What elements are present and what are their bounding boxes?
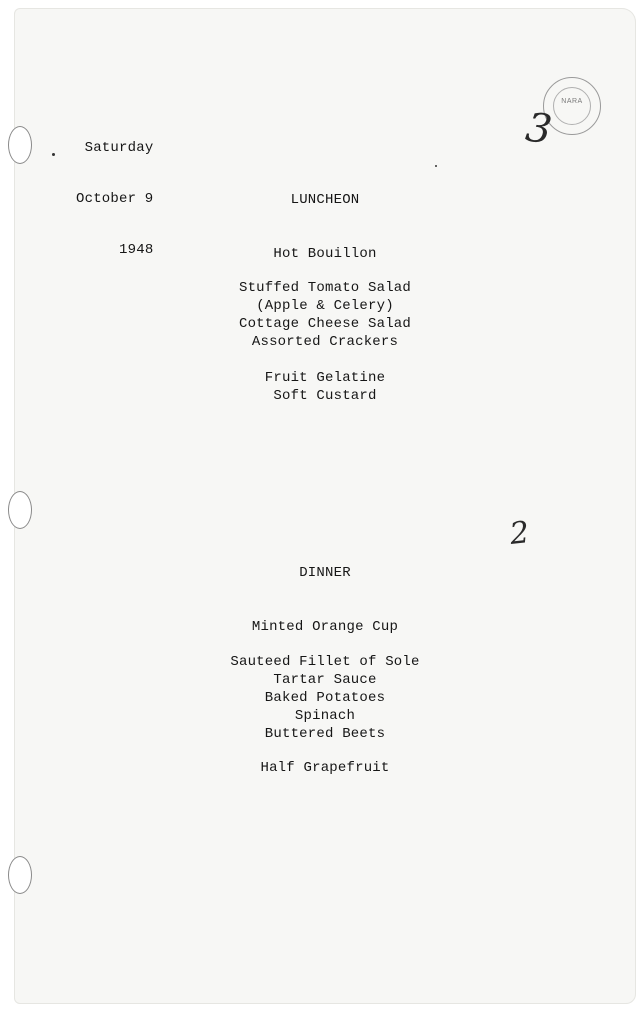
luncheon-item: Hot Bouillon xyxy=(273,246,377,262)
dinner-item: Tartar Sauce xyxy=(273,672,377,688)
stamp-inner-ring xyxy=(553,87,591,125)
dinner-item: Baked Potatoes xyxy=(264,690,386,706)
luncheon-item: Fruit Gelatine xyxy=(264,370,386,386)
dinner-item: Sauteed Fillet of Sole xyxy=(230,654,420,670)
paper-speck xyxy=(435,165,437,167)
binder-hole-top xyxy=(8,126,32,164)
luncheon-heading: LUNCHEON xyxy=(290,192,360,208)
dinner-item: Buttered Beets xyxy=(264,726,386,742)
handwritten-page-number-top: 3 xyxy=(522,104,555,154)
handwritten-page-number-mid: 2 xyxy=(508,515,531,552)
luncheon-item: Assorted Crackers xyxy=(251,334,399,350)
luncheon-item: Stuffed Tomato Salad xyxy=(238,280,412,296)
date-day: Saturday xyxy=(84,140,154,156)
dinner-heading: DINNER xyxy=(299,565,351,581)
luncheon-item: Cottage Cheese Salad xyxy=(238,316,412,332)
stamp-label: NARA xyxy=(561,98,583,105)
luncheon-item: Soft Custard xyxy=(273,388,377,404)
date-year: 1948 xyxy=(119,242,154,258)
document-page xyxy=(14,8,636,1004)
dinner-item: Minted Orange Cup xyxy=(251,619,399,635)
dinner-item: Half Grapefruit xyxy=(260,760,390,776)
binder-hole-middle xyxy=(8,491,32,529)
dinner-item: Spinach xyxy=(294,708,356,724)
luncheon-item: (Apple & Celery) xyxy=(256,298,394,314)
paper-speck xyxy=(52,153,55,156)
date-month-day: October 9 xyxy=(76,191,154,207)
binder-hole-bottom xyxy=(8,856,32,894)
